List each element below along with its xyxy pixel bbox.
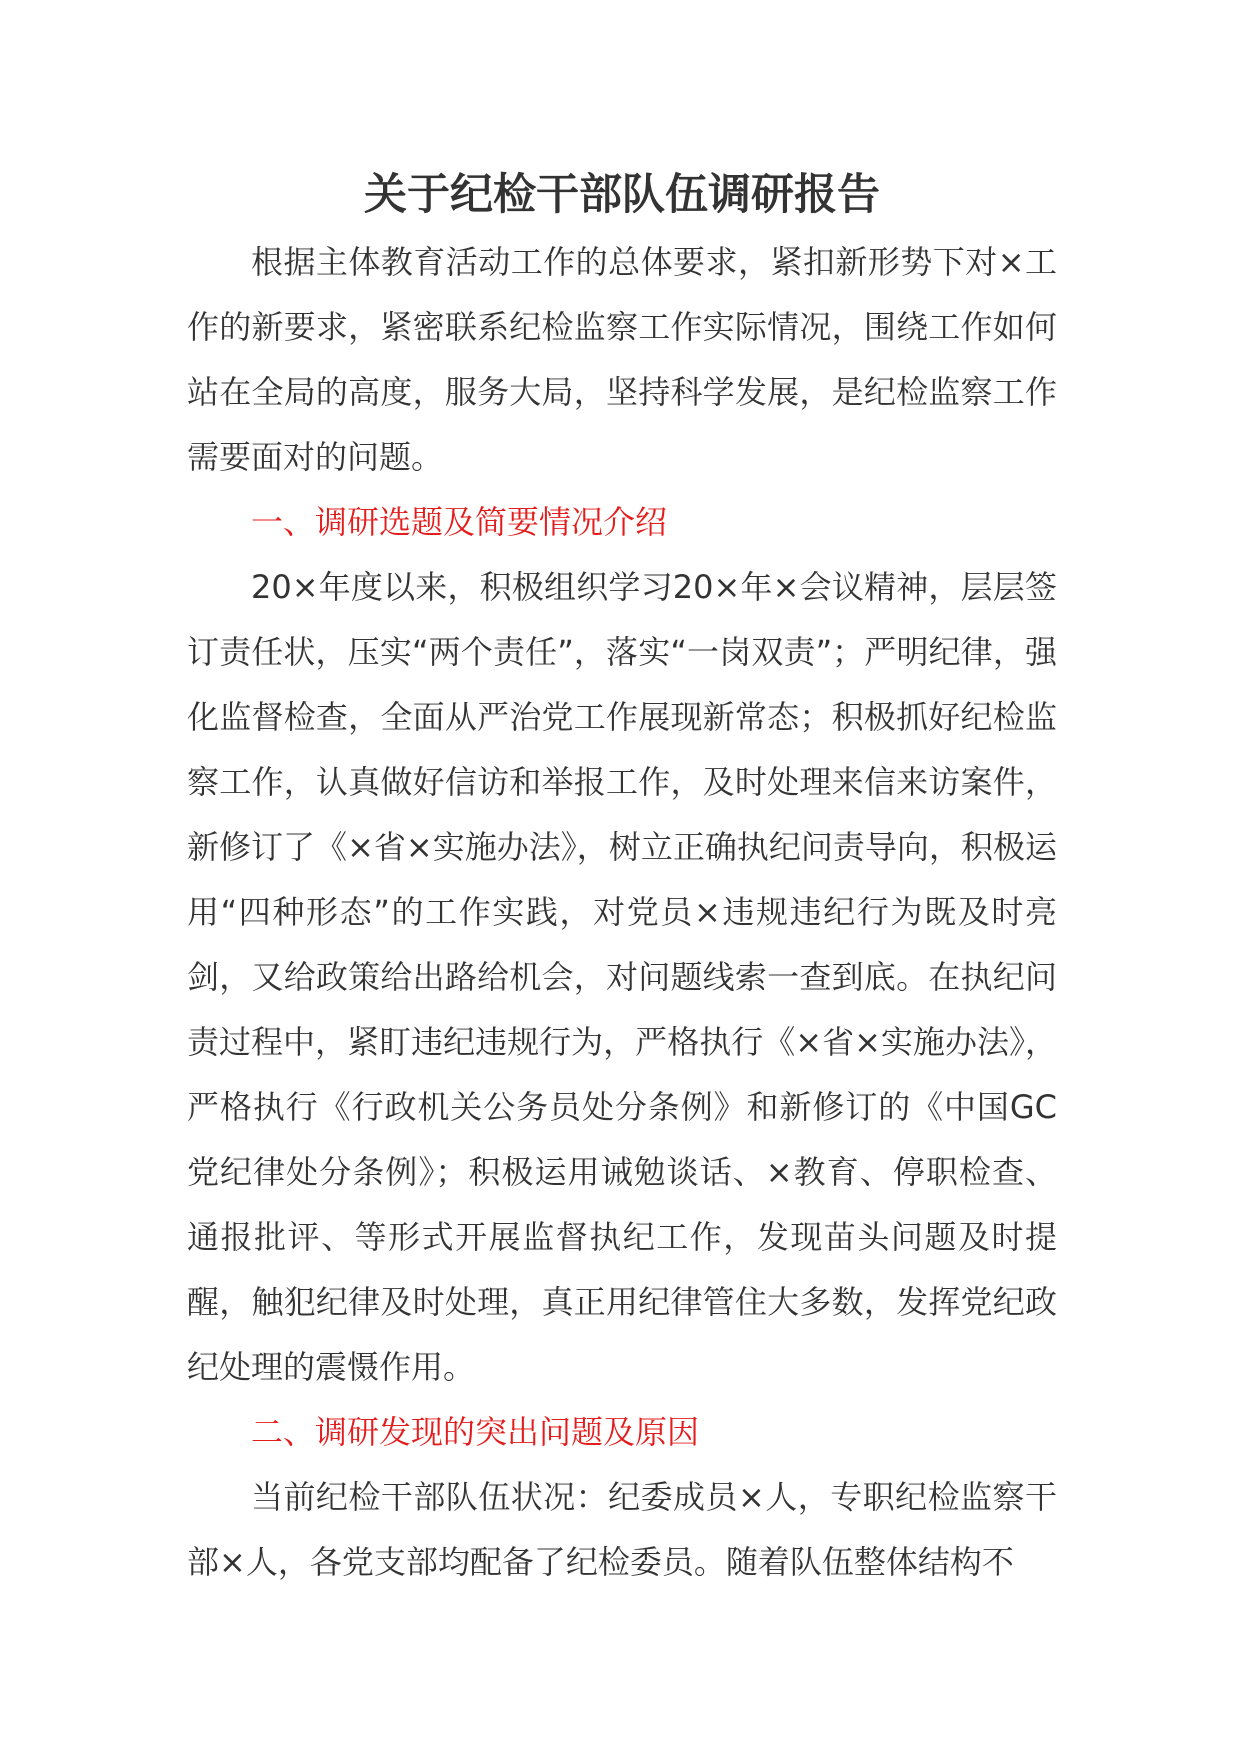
document-content bbox=[187, 160, 1057, 1595]
section-1-heading: 一、调研选题及简要情况介绍 bbox=[251, 503, 668, 541]
section-1-paragraph: 20×年度以来，积极组织学习20×年×会议精神，层层签订责任状，压实“两个责任”，落实“一岗双责”；严明纪律，强化监督检查，全面从严治党工作展现新常态；积极抓好纪检监察工作，认真做好信访和举报工作，及时处理来信来访案件，新修订了《×省×实施办法》，树立正确执纪问责导向，积极运用“四种形态”的工作实践，对党员×违规违纪行为既及时亮剑，又给政策给出路给机会，对问题线索一查到底。在执纪问责过程中，紧盯违纪违规行为，严格执行《×省×实施办法》，严格执行《行政机关公务员处分条例》和新修订的《中国GC党纪律处分条例》；积极运用诫勉谈话、×教育、停职检查、通报批评、等形式开展监督执纪工作，发现苗头问题及时提醒，触犯纪律及时处理，真正用纪律管住大多数，发挥党纪政纪处理的震慑作用。 bbox=[187, 568, 1057, 1386]
section-2-heading: 二、调研发现的突出问题及原因 bbox=[251, 1413, 700, 1451]
section-2-paragraph: 当前纪检干部队伍状况：纪委成员×人，专职纪检监察干部×人，各党支部均配备了纪检委员。随着队伍整体结构不 bbox=[187, 1478, 1057, 1581]
document-title: 关于纪检干部队伍调研报告 bbox=[364, 170, 880, 220]
intro-paragraph: 根据主体教育活动工作的总体要求，紧扣新形势下对×工作的新要求，紧密联系纪检监察工作实际情况，围绕工作如何站在全局的高度，服务大局，坚持科学发展，是纪检监察工作需要面对的问题。 bbox=[187, 243, 1057, 476]
